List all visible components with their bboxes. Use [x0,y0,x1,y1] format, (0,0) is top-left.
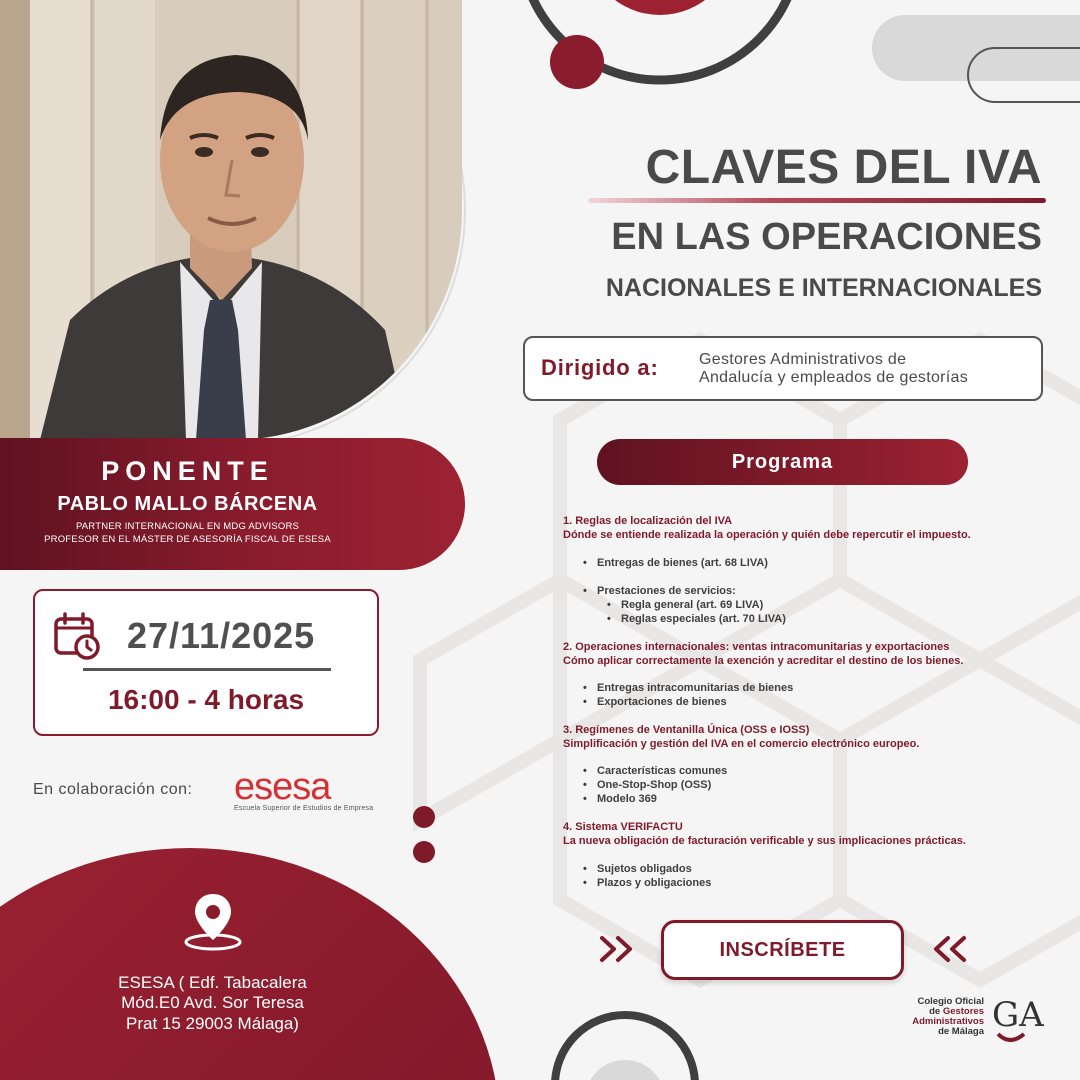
speaker-role: PONENTE [101,456,274,486]
section-description: Simplificación y gestión del IVA en el comercio electrónico europeo. [563,738,920,750]
section-description: Dónde se entiende realizada la operación y quién debe repercutir el impuesto. [563,529,971,541]
event-time: 16:00 - 4 horas [107,684,305,715]
program-list [563,514,1033,890]
colegio-logo-mark [990,990,1048,1052]
audience-box [523,336,1043,401]
address-line-2: Mód.E0 Avd. Sor Teresa [121,993,304,1013]
title-line-2: EN LAS OPERACIONES [611,216,1042,258]
speaker-title-1: PARTNER INTERNACIONAL EN MDG ADVISORS [75,521,300,532]
speaker-banner [0,438,465,570]
section-description: La nueva obligación de facturación verificable y sus implicaciones prácticas. [563,835,966,847]
list-item [583,584,1033,626]
program-section-2 [563,640,1033,709]
list-item-label: Prestaciones de servicios: [597,585,736,597]
esesa-logo-word: esesa [234,766,331,808]
esesa-logo [234,766,373,812]
location-pin-icon [182,890,244,952]
section-title: 4. Sistema VERIFACTU [563,821,683,833]
colegio-line-4: de Málaga [938,1025,984,1037]
audience-label: Dirigido a: [541,355,659,380]
location-address [85,973,340,1034]
program-section-3 [563,723,1033,806]
list-item: • Modelo 369 [583,792,1033,806]
colegio-line-2b: Gestores [942,1005,984,1017]
colegio-line-2a: de [929,1005,943,1017]
list-subitem: • Reglas especiales (art. 70 LIVA) [607,612,1033,626]
section-description: Cómo aplicar correctamente la exención y acreditar el destino de los bienes. [563,655,964,667]
speaker-title-2: PROFESOR EN EL MÁSTER DE ASESORÍA FISCAL DE ESESA [44,533,331,545]
title-line-3: NACIONALES E INTERNACIONALES [605,274,1042,302]
address-line-3: Prat 15 29003 Málaga) [126,1013,299,1033]
program-section-4 [563,820,1033,890]
register-button[interactable]: INSCRÍBETE [661,920,904,980]
list-item: • Sujetos obligados [583,862,1033,876]
program-section-1 [563,514,1033,626]
section-title: 3. Regímenes de Ventanilla Única (OSS e IOSS) [563,724,810,736]
list-item: • Entregas intracomunitarias de bienes [583,681,1033,695]
calendar-clock-icon [53,611,103,661]
section-title: 1. Reglas de localización del IVA [563,515,733,527]
date-divider [83,668,331,671]
decorative-dot [413,806,435,828]
list-item: • Características comunes [583,764,1033,778]
speaker-titles [0,521,375,547]
date-box [33,589,379,736]
esesa-logo-tagline: Escuela Superior de Estudios de Empresa [234,805,374,812]
decorative-dot [413,841,435,863]
list-item: • Entregas de bienes (art. 68 LIVA) [583,556,1033,570]
chevron-left-icon [926,934,968,964]
list-subitem: • Regla general (art. 69 LIVA) [607,598,1033,612]
colegio-line-3: Administrativos [912,1015,984,1027]
chevron-right-icon [598,934,640,964]
speaker-name: PABLO MALLO BÁRCENA [57,493,318,515]
program-heading: Programa [597,439,968,485]
audience-line-2: Andalucía y empleados de gestorías [699,368,969,386]
audience-text [699,351,968,386]
colegio-mark-text: GA [992,995,1044,1035]
list-item: • One-Stop-Shop (OSS) [583,778,1033,792]
audience-line-1: Gestores Administrativos de [699,351,907,368]
title-line-1: CLAVES DEL IVA [645,141,1042,194]
colegio-line-1: Colegio Oficial [917,996,984,1007]
speaker-photo [0,0,462,440]
event-date: 27/11/2025 [127,615,316,656]
colegio-logo-text [902,997,984,1037]
collaboration-label: En colaboración con: [33,781,193,798]
title-underline [588,198,1046,203]
list-item: • Plazos y obligaciones [583,876,1033,890]
section-title: 2. Operaciones internacionales: ventas intracomunitarias y exportaciones [563,641,950,653]
address-line-1: ESESA ( Edf. Tabacalera [118,973,307,992]
list-item: • Exportaciones de bienes [583,695,1033,709]
